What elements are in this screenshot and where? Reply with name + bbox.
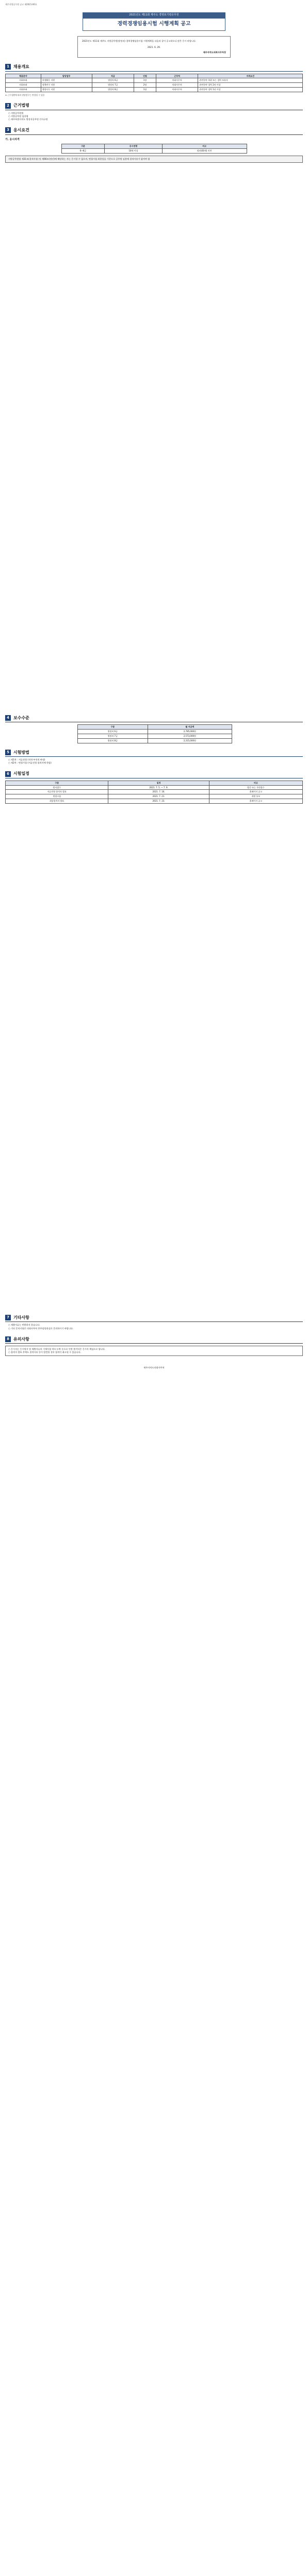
table-cell: 홈페이지 공고 [209, 799, 302, 804]
table-note: ※ 근무상황에 따라 담당업무는 변경될 수 있음 [5, 93, 45, 96]
table-cell: 의회보좌 [6, 83, 41, 88]
section-divider [5, 71, 303, 72]
table-header: 응시연령 [105, 144, 162, 149]
table-header: 근무처 [156, 74, 198, 78]
table-cell: 의회사무처 [156, 78, 198, 83]
table-row [6, 83, 303, 88]
table-cell: 별정직 6급 [78, 730, 148, 734]
table-cell: 2021. 7. 21. [108, 794, 209, 799]
section-8-title: 유의사항 [13, 1336, 29, 1342]
table-row [6, 785, 303, 790]
list-item: ○ 기타 문의사항은 의회사무처 총무담당관실로 문의하시기 바랍니다. [8, 1327, 74, 1330]
table-cell: 관련분야 경력 1년 이상 [198, 88, 303, 92]
table-header: 월 지급액 [148, 725, 232, 730]
list-item: ○ 지방공무원법 [8, 111, 24, 114]
table-cell: 개별 통보 [209, 794, 302, 799]
salary-table [77, 724, 232, 743]
table-cell: 별정직 7급 [92, 83, 134, 88]
table-cell: 정년(60세) 미만 [162, 148, 247, 153]
table-row [78, 734, 232, 738]
section-6-title: 시험일정 [13, 771, 29, 776]
table-cell: 18세 이상 [105, 148, 162, 153]
table-cell: 관련분야 학위 또는 경력 보유자 [198, 78, 303, 83]
table-cell: 2명 [134, 83, 156, 88]
list-item: ○ 제2차 : 면접시험 (서류전형 합격자에 한함) [8, 761, 52, 765]
table-cell: 2021. 7. 23. [108, 799, 209, 804]
section-divider [5, 1343, 303, 1344]
table-header: 담당업무 [41, 74, 92, 78]
table-cell: 방문 또는 우편접수 [209, 785, 302, 790]
table-row [78, 738, 232, 743]
list-item: ○ 응시자는 응시원서 및 제출서류의 기재사항 착오·누락 등으로 인한 불이익은 응시자 책임으로 합니다. [8, 1348, 106, 1351]
table-header: 비고 [162, 144, 247, 149]
section-2-title: 근거법령 [13, 103, 29, 108]
table-row [6, 790, 303, 794]
table-cell: 관련분야 경력 2년 이상 [198, 83, 303, 88]
section-4-title: 보수수준 [13, 715, 29, 720]
section-4-heading [5, 715, 303, 721]
section-2-number: 2 [5, 103, 11, 109]
table-cell: 1명 [134, 78, 156, 83]
table-header: 채용분야 [6, 74, 41, 78]
misc-list [5, 1324, 303, 1330]
list-item: ○ 지방공무원 임용령 [8, 115, 28, 117]
table-row [6, 78, 303, 83]
table-cell: 별정직 8급 [92, 88, 134, 92]
table-cell: 2021. 7. 5. ~ 7. 9. [108, 785, 209, 790]
table-row [78, 730, 232, 734]
eligibility-table [61, 144, 247, 154]
table-cell: 최종합격자 발표 [6, 799, 108, 804]
table-cell: 행정사무 지원 [41, 88, 92, 92]
intro-box [77, 36, 231, 58]
table-header: 직급 [92, 74, 134, 78]
recruitment-table [5, 74, 303, 92]
table-header: 일정 [108, 781, 209, 785]
section-3-heading [5, 127, 303, 133]
table-cell: 2,785,000원 [148, 730, 232, 734]
table-header: 비고 [209, 781, 302, 785]
intro-org: 제주자치도의회사무처장 [203, 50, 226, 54]
title-banner [5, 12, 303, 31]
caution-box [5, 1346, 303, 1356]
table-cell: 의정활동 지원 [41, 78, 92, 83]
section-8-heading [5, 1336, 303, 1343]
table-row [6, 794, 303, 799]
table-cell: 의회사무처 [156, 88, 198, 92]
list-item: ○ 제주특별자치도 별정직공무원 인사규정 [8, 118, 48, 121]
table-cell: 원서접수 [6, 785, 108, 790]
table-cell: 6~8급 [61, 148, 105, 153]
document-number: 제주지방공무원 공고 제2021-00호 [5, 3, 37, 6]
section-divider [5, 1321, 303, 1322]
banner-title: 경력경쟁임용시험 시행계획 공고 [83, 18, 225, 31]
section-5-title: 시험방법 [13, 750, 29, 755]
table-cell: 별정직 7급 [78, 734, 148, 738]
eligibility-note: 지방공무원법 제31조(결격사유) 및 제66조(정년)에 해당하는 자는 응시할 수 없으며, 면접시험 최종일을 기준으로 공무원 임용에 결격사유가 없어야 함 [8, 157, 150, 160]
table-cell: 홈페이지 공고 [209, 790, 302, 794]
table-cell: 별정직 6급 [92, 78, 134, 83]
exam-method-list [5, 758, 303, 765]
table-cell: 2021. 7. 16. [108, 790, 209, 794]
section-1-title: 채용개요 [13, 64, 29, 70]
table-cell: 정책연구 지원 [41, 83, 92, 88]
section-7-heading [5, 1315, 303, 1321]
section-6-number: 6 [5, 771, 11, 777]
section-2-heading [5, 103, 303, 109]
table-cell: 1명 [134, 88, 156, 92]
table-cell: 의회보좌 [6, 88, 41, 92]
table-cell: 의회보좌 [6, 78, 41, 83]
intro-date: 2021. 6. 29. [147, 45, 161, 48]
eligibility-note-box [5, 156, 303, 163]
table-cell: 서류전형 합격자 발표 [6, 790, 108, 794]
table-row [6, 799, 303, 804]
table-header: 인원 [134, 74, 156, 78]
table-header: 자격요건 [198, 74, 303, 78]
table-row [6, 88, 303, 92]
section-8-number: 8 [5, 1336, 11, 1342]
document-body-continuation [5, 804, 303, 1309]
law-list [5, 112, 303, 121]
section-7-number: 7 [5, 1315, 11, 1320]
table-cell: 2,315,000원 [148, 738, 232, 743]
section-3-title: 응시요건 [13, 128, 29, 133]
section-7-title: 기타사항 [13, 1315, 29, 1320]
list-item: ○ 제출서류는 반환하지 않습니다. [8, 1324, 40, 1327]
section-6-heading [5, 771, 303, 777]
section-3-number: 3 [5, 127, 11, 133]
section-divider [5, 134, 303, 135]
table-cell: 의회사무처 [156, 83, 198, 88]
section-5-number: 5 [5, 750, 11, 755]
section-divider [5, 756, 303, 757]
table-cell: 2,573,000원 [148, 734, 232, 738]
table-header: 구분 [6, 781, 108, 785]
intro-text: 2021년도 제11회 제주도 지방공무원(별정직) 경력경쟁임용시험 시행계획을 다음과 같이 공고하오니 많은 응시 바랍니다. [82, 39, 197, 42]
document-body-continuation [5, 163, 303, 709]
table-row [61, 148, 247, 153]
section-1-number: 1 [5, 64, 11, 70]
section-4-number: 4 [5, 715, 11, 721]
table-cell: 별정직 8급 [78, 738, 148, 743]
table-header: 구분 [61, 144, 105, 149]
table-cell: 면접시험 [6, 794, 108, 799]
subsection-title: 가. 응시자격 [5, 138, 20, 141]
section-5-heading [5, 750, 303, 756]
schedule-table [5, 781, 303, 804]
list-item: ○ 합격자 발표 후에도 결격사유 등이 발견될 경우 합격이 취소될 수 있습니다. [8, 1351, 81, 1354]
banner-subtitle: 2021년도 제11회 제주도 경영포기령공무원 [83, 12, 225, 18]
document-signature: 제주자치도의회사무처 [143, 1366, 165, 1369]
list-item: ○ 제1차 : 서류전형 (적격·부적격 판정) [8, 758, 45, 761]
table-header: 구분 [78, 725, 148, 730]
section-1-heading [5, 64, 303, 70]
